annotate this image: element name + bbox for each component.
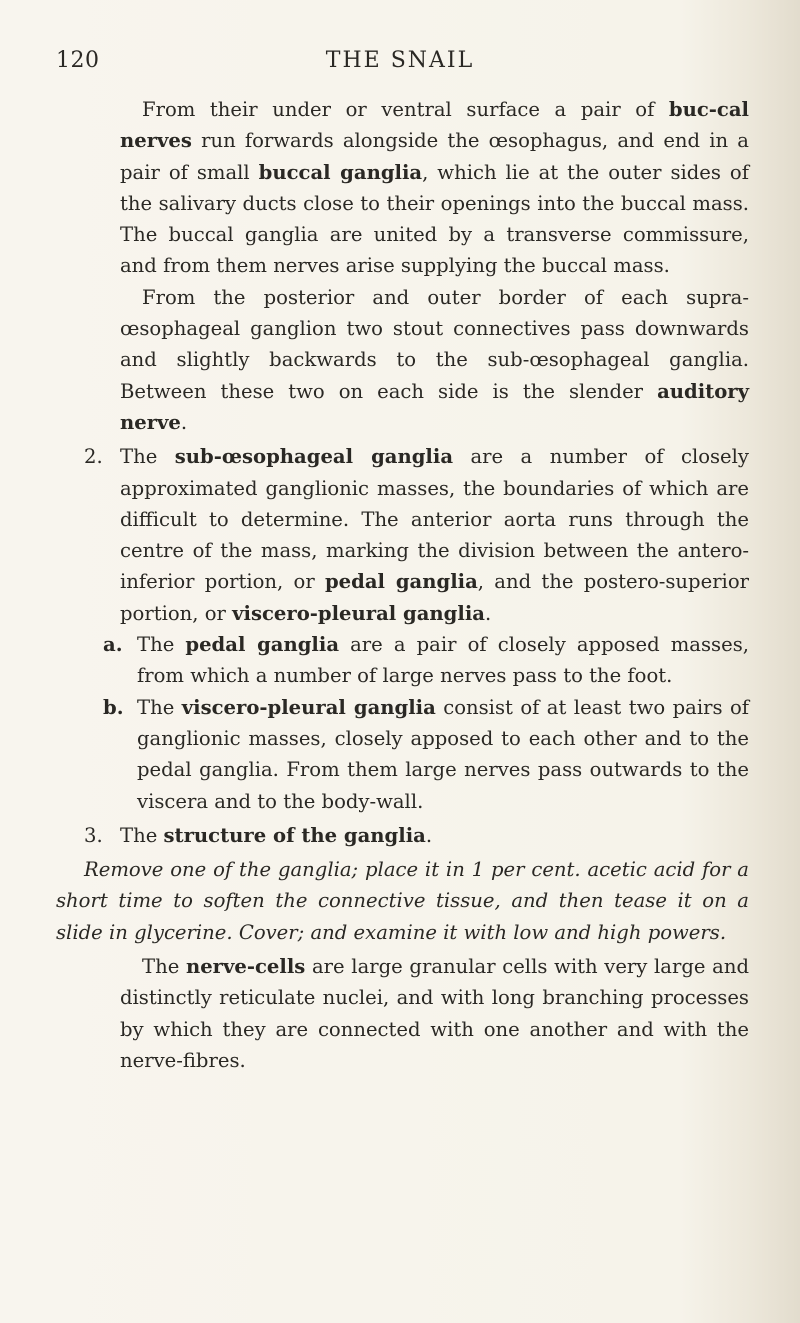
page-body — [56, 94, 749, 1076]
paragraph-buccal-nerves — [120, 94, 749, 282]
instruction-paragraph: Remove one of the ganglia; place it in 1 per cent. acetic acid for a short time to soften the connective tissue, and then tease it on a slide in glycerine. Cover; and examine it with low and high powers. — [56, 858, 749, 944]
term-auditory-nerve: auditory nerve — [120, 379, 749, 434]
text-run: The — [142, 955, 186, 979]
list-item-text — [137, 692, 749, 817]
page-number: 120 — [56, 48, 100, 73]
text-run: are large granular cells with very large and distinctly reticulate nuclei, and with long branching processes by which they are connected with one another and with the nerve-fibres. — [120, 955, 750, 1072]
term-pedal-ganglia: pedal ganglia — [185, 633, 340, 657]
text-run: run forwards alongside the œsophagus, and end in a pair of small — [120, 129, 749, 184]
text-run: The — [137, 695, 182, 719]
term-viscero-pleural-ganglia: viscero-pleural ganglia — [181, 695, 436, 719]
list-item-2a — [103, 629, 749, 692]
paragraph-nerve-cells — [120, 951, 749, 1076]
list-marker: b. — [103, 695, 124, 719]
text-run: . — [425, 823, 433, 847]
text-run: The — [137, 633, 186, 657]
term-buccal-nerves: buc-cal nerves — [120, 98, 749, 153]
text-run: . — [180, 410, 188, 434]
text-run: are a pair of closely apposed masses, from which a number of large nerves pass to the foot. — [137, 633, 749, 688]
list-marker: 3. — [84, 823, 103, 847]
text-run: From the posterior and outer border of each supra-œsophageal ganglion two stout connectives pass downwards and slightly backwards to the sub-œsophageal ganglia. Between these two on each side is the slender — [120, 285, 749, 403]
text-run: . — [484, 601, 492, 625]
list-marker: a. — [103, 633, 123, 657]
list-item-3 — [84, 820, 749, 851]
text-run: consist of at least two pairs of ganglionic masses, closely apposed to each other and to the pedal ganglia. From them large nerves pass outwards to the viscera and to the body-wall. — [137, 695, 750, 813]
term-buccal-ganglia: buccal ganglia — [258, 160, 423, 184]
text-run: are a number of closely approximated ganglionic masses, the boundaries of which are difficult to determine. The anterior aorta runs through the centre of the mass, marking the division between the antero-inferior portion, or — [120, 445, 749, 594]
text-run: The — [120, 445, 175, 469]
term-structure-of-ganglia: structure of the ganglia — [163, 823, 426, 847]
term-nerve-cells: nerve-cells — [185, 955, 306, 979]
list-item-text — [120, 820, 749, 851]
term-viscero-pleural-ganglia: viscero-pleural ganglia — [232, 601, 485, 625]
text-run: The — [120, 823, 164, 847]
text-run: , which lie at the outer sides of the salivary ducts close to their openings into the buccal mass. The buccal ganglia are united by a transverse commissure, and from them nerves arise supplying the buccal mass. — [120, 160, 749, 278]
text-run: , and the postero-superior portion, or — [120, 570, 749, 625]
page-header — [56, 48, 744, 80]
term-pedal-ganglia: pedal ganglia — [324, 570, 478, 594]
list-marker: 2. — [84, 445, 103, 469]
term-sub-oesophageal-ganglia: sub-œsophageal ganglia — [174, 445, 454, 469]
text-run: From their under or ventral surface a pair of — [142, 98, 669, 121]
list-item-2b — [103, 692, 749, 817]
running-title: THE SNAIL — [325, 48, 475, 73]
list-item-text — [120, 441, 749, 629]
paragraph-connectives — [120, 282, 749, 438]
list-item-2 — [84, 441, 749, 629]
list-item-text — [137, 629, 749, 692]
